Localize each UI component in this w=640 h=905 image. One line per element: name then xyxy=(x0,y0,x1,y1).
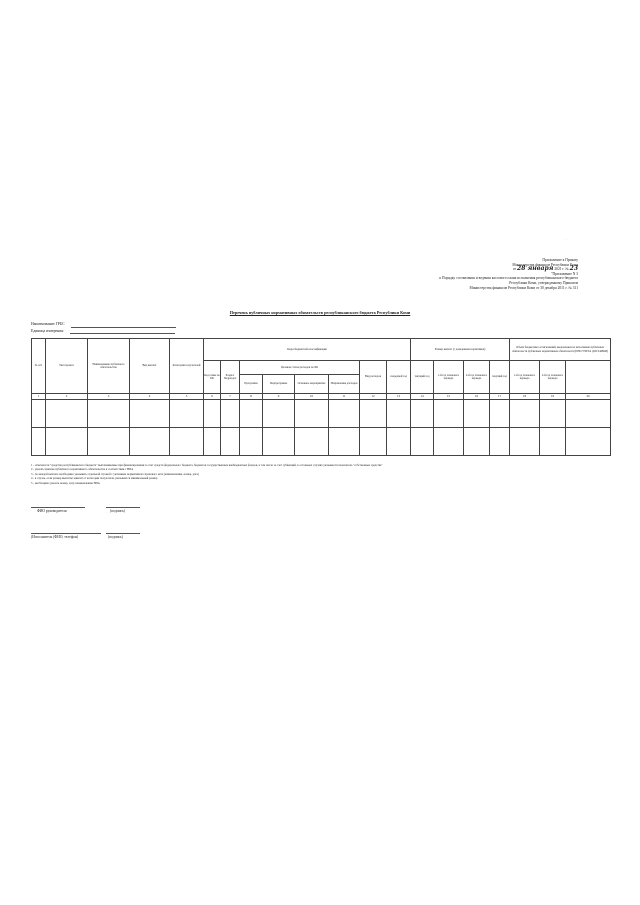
table-row xyxy=(32,400,611,428)
col-number: 11 xyxy=(329,394,360,400)
col-number: 10 xyxy=(295,394,329,400)
th-volume-year-3: 2-й год планового периода xyxy=(540,361,566,394)
th-vid: Вид выплат xyxy=(130,339,170,394)
col-number: 5 xyxy=(170,394,204,400)
col-number: 20 xyxy=(566,394,611,400)
th-size-year-2: 1-й год планового периода xyxy=(434,361,464,394)
col-number: 13 xyxy=(387,394,411,400)
header-date-value: 28 января xyxy=(517,265,554,273)
col-number: 18 xyxy=(510,394,540,400)
th-no: № п/п xyxy=(32,339,46,394)
th-bk-program: Программа xyxy=(240,375,263,394)
th-bk-group: Коды бюджетной классификации xyxy=(204,339,411,361)
field-row-unit xyxy=(31,328,176,335)
col-number: 4 xyxy=(130,394,170,400)
col-number: 1 xyxy=(32,394,46,400)
col-number: 17 xyxy=(490,394,510,400)
approval-header xyxy=(348,258,578,290)
signature-line-head[interactable] xyxy=(31,507,85,508)
signature-line-executor-sign[interactable] xyxy=(106,533,140,534)
signature-line-executor[interactable] xyxy=(31,533,101,534)
header-date-prefix: от xyxy=(512,267,517,272)
col-number: 7 xyxy=(221,394,240,400)
document-title: Перечень публичных нормативных обязательств республиканского бюджета Республики Коми xyxy=(229,310,411,315)
header-line-4: "Приложение N 3 xyxy=(551,271,578,276)
col-number: 16 xyxy=(464,394,490,400)
col-number: 12 xyxy=(360,394,387,400)
th-size-group: Размер выплат (с доведением нормативов) xyxy=(411,339,510,361)
col-number: 14 xyxy=(411,394,434,400)
th-size-year-1: текущий год xyxy=(411,361,434,394)
col-number: 6 xyxy=(204,394,221,400)
field-label-grbs: Наименование ГРБС xyxy=(31,322,65,326)
th-bk-gr: Код главы по БК xyxy=(204,361,221,394)
header-line-1: Приложение к Приказу xyxy=(542,258,578,262)
col-number: 9 xyxy=(263,394,295,400)
th-bk-cs-group: Целевая статья расходов по БК xyxy=(240,361,360,375)
table-row xyxy=(32,428,611,456)
footnote-2: 2 - указать признак публичного нормативного обязательства в соответствии с НПА xyxy=(31,467,134,472)
header-line-7: Министерства финансов Республики Коми от 30 декабря 2011 г. № 311 xyxy=(469,285,578,290)
th-bk-direction: Направление расходов xyxy=(329,375,360,394)
form-fields xyxy=(31,321,176,334)
col-number: 8 xyxy=(240,394,263,400)
th-name: Наименование публичного обязательства xyxy=(88,339,130,394)
head-sign-label: (подпись) xyxy=(110,509,125,513)
signature-line-head-sign[interactable] xyxy=(106,507,140,508)
footnote-4: 4 - в случае, если размер выплаты зависит от категории получателя, указывается минимальный размер xyxy=(31,476,158,481)
head-name-label: ФИО руководителя xyxy=(37,509,67,513)
header-line-2: Министерства финансов Республики Коми xyxy=(512,262,578,267)
th-bk-subprogram: Подпрограмма xyxy=(263,375,295,394)
obligations-table xyxy=(31,338,611,456)
header-line-6: Республики Коми, утвержденному Приказом xyxy=(509,280,578,285)
th-size-year-3: 2-й год планового периода xyxy=(464,361,490,394)
field-line-grbs[interactable] xyxy=(71,322,176,328)
footnote-3: 3 - по каждой выплате необходимо указывать отдельной строкой с указанием нормативного правового акта (наименование, номер, дата) xyxy=(31,471,199,476)
th-bk-vr: Вид расходов xyxy=(360,361,387,394)
footnote-1: 1 - отмечаются "средства республиканского бюджета" выплачиваемые при финансировании за счет средств федерального бюджета, бюджетов государственных внебюджетных фондов, в том числе за счет субвенций, в остальных случаях указывается показатель "собственные средства" xyxy=(31,463,383,467)
corner-mark: , xyxy=(566,237,567,241)
th-volume-group: Объем бюджетных ассигнований, выделенных на исполнение публичных обязательств публичных нормативных обязательств (ПНО УЧЕТА ДОСТАВКИ) xyxy=(510,339,611,361)
th-category: Категория получателей xyxy=(170,339,204,394)
executor-label: (Исполнитель (ФИО, телефон) xyxy=(31,535,79,539)
col-number: 2 xyxy=(46,394,88,400)
header-number: 23 xyxy=(569,265,578,273)
col-number: 15 xyxy=(434,394,464,400)
field-line-unit[interactable] xyxy=(70,328,175,334)
th-bk-razdel: Раздел/ Подраздел xyxy=(221,361,240,394)
th-volume-year-1: текущий год xyxy=(490,361,510,394)
th-bk-main-event: Основное мероприятие xyxy=(295,375,329,394)
header-line-5: к Порядку составления и ведения кассового плана исполнения республиканского бюджета xyxy=(439,276,578,281)
th-type: Тип проекта xyxy=(46,339,88,394)
footnote-5: 5 - необходимо указать номер, дату, наименование НПА xyxy=(31,480,100,485)
header-date-suffix: 2021 г. № xyxy=(554,267,569,272)
col-number: 19 xyxy=(540,394,566,400)
col-number: 3 xyxy=(88,394,130,400)
field-label-unit: Единица измерения: xyxy=(31,328,65,333)
th-size-current: очередной год xyxy=(387,361,411,394)
footnotes xyxy=(31,463,591,485)
th-volume-year-2: 1-й год планового периода xyxy=(510,361,540,394)
executor-sign-label: (подпись) xyxy=(108,535,123,539)
